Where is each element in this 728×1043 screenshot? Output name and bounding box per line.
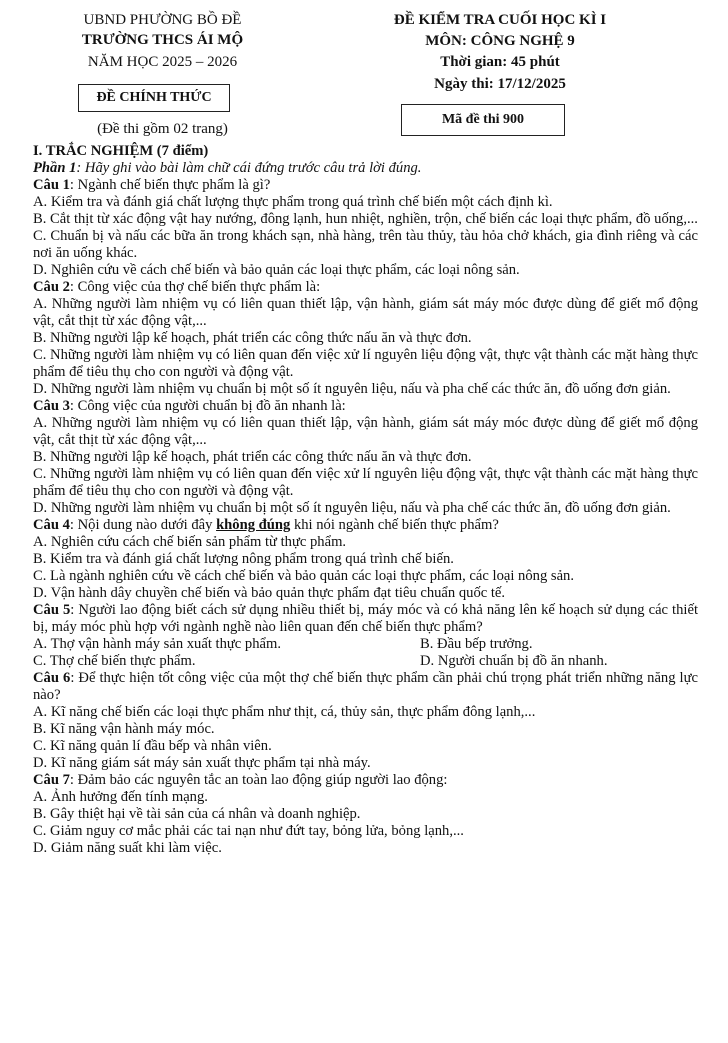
answer-option: C. Kĩ năng quản lí đầu bếp và nhân viên. [33, 738, 272, 754]
answer-option: B. Những người lập kế hoạch, phát triển các công thức nấu ăn và thực đơn. [33, 330, 472, 346]
question-number: Câu 7 [33, 772, 70, 788]
question-text: : Công việc của thợ chế biến thực phẩm là: [69, 279, 321, 295]
question-stem [33, 670, 698, 704]
question-text: : Đảm bảo các nguyên tắc an toàn lao động giúp người lao động: [69, 772, 448, 788]
question-list [33, 177, 698, 857]
answer-option-row [33, 653, 698, 670]
part-instruction [33, 160, 698, 177]
answer-option: D. Nghiên cứu về cách chế biến và bảo quản các loại thực phẩm, các loại nông sản. [33, 262, 520, 278]
question-stem [33, 602, 698, 636]
question-stem [33, 177, 698, 194]
question-5 [33, 602, 698, 670]
answer-option: D. Người chuẩn bị đồ ăn nhanh. [420, 653, 608, 669]
question-number: Câu 1 [33, 177, 70, 193]
question-4 [33, 517, 698, 602]
answer-option: D. Giảm năng suất khi làm việc. [33, 840, 222, 856]
question-number: Câu 5 [33, 602, 71, 618]
answer-option: B. Kiểm tra và đánh giá chất lượng nông phẩm trong quá trình chế biến. [33, 551, 454, 567]
answer-option: B. Đầu bếp trưởng. [420, 636, 533, 652]
question-2 [33, 279, 698, 398]
answer-option: A. Kĩ năng chế biến các loại thực phẩm như thịt, cá, thủy sản, thực phẩm đông lạnh,... [33, 704, 536, 720]
answer-option: A. Thợ vận hành máy sản xuất thực phẩm. [33, 636, 281, 652]
question-stem [33, 772, 698, 789]
school-name: TRƯỜNG THCS ÁI MỘ [81, 32, 244, 48]
answer-option: A. Ảnh hưởng đến tính mạng. [33, 789, 208, 805]
answer-option: D. Những người làm nhiệm vụ chuẩn bị một số ít nguyên liệu, nấu và pha chế các thức ăn, đồ uống đơn giản. [33, 500, 671, 516]
question-emphasis: không đúng [216, 517, 291, 533]
answer-option: C. Là ngành nghiên cứu về cách chế biến và bảo quản các loại thực phẩm, các loại nông sản. [33, 568, 574, 584]
answer-option: C. Giảm nguy cơ mắc phải các tai nạn như đứt tay, bỏng lửa, bỏng lạnh,... [33, 823, 464, 839]
answer-option: C. Những người làm nhiệm vụ có liên quan đến việc xử lí nguyên liệu động vật, thực vật thành các mặt hàng thực phẩm để tiêu thụ cho con người và động vật. [33, 466, 698, 499]
answer-option: B. Gây thiệt hại về tài sản của cá nhân và doanh nghiệp. [33, 806, 361, 822]
answer-option: B. Những người lập kế hoạch, phát triển các công thức nấu ăn và thực đơn. [33, 449, 472, 465]
answer-option-row [33, 636, 698, 653]
question-stem [33, 279, 698, 296]
question-text: : Nội dung nào dưới đây [69, 517, 217, 533]
answer-option: A. Những người làm nhiệm vụ có liên quan thiết lập, vận hành, giám sát máy móc được dùng để giết mổ động vật, cắt thịt từ xác động vật,... [33, 415, 698, 448]
answer-option: A. Kiểm tra và đánh giá chất lượng thực phẩm trong quá trình chế biến một cách định kì. [33, 194, 553, 210]
exam-title: ĐỀ KIỂM TRA CUỐI HỌC KÌ I [393, 12, 607, 28]
section-title: I. TRẮC NGHIỆM (7 điểm) [33, 143, 209, 159]
answer-option: D. Kĩ năng giám sát máy sản xuất thực phẩm tại nhà máy. [33, 755, 371, 771]
question-text: : Ngành chế biến thực phẩm là gì? [69, 177, 271, 193]
question-text: : Người lao động biết cách sử dụng nhiều thiết bị, máy móc và có khả năng lên kế hoạch sử dụng các thiết bị, máy móc phù hợp với ngành nghề nào liên quan đến chế biến thực phẩm? [33, 602, 698, 635]
question-number: Câu 6 [33, 670, 71, 686]
question-text: : Để thực hiện tốt công việc của một thợ chế biến thực phẩm cần phải chú trọng phát triển những năng lực nào? [33, 670, 699, 703]
question-1 [33, 177, 698, 279]
answer-option: A. Nghiên cứu cách chế biến sản phẩm từ thực phẩm. [33, 534, 347, 550]
part-label: Phần 1 [33, 160, 77, 176]
authority-name: UBND PHƯỜNG BỒ ĐỀ [83, 12, 242, 28]
answer-option: C. Chuẩn bị và nấu các bữa ăn trong khách sạn, nhà hàng, trên tàu thủy, tàu hỏa chở khách, gia đình riêng và các nơi ăn uống khác. [33, 228, 698, 261]
exam-subject: MÔN: CÔNG NGHỆ 9 [425, 33, 575, 49]
question-text: : Công việc của người chuẩn bị đồ ăn nhanh là: [69, 398, 346, 414]
answer-option: B. Cắt thịt từ xác động vật hay nướng, đông lạnh, hun nhiệt, nghiền, trộn, chế biến các loại thực phẩm, đồ uống,... [33, 211, 698, 227]
answer-option: D. Những người làm nhiệm vụ chuẩn bị một số ít nguyên liệu, nấu và pha chế các thức ăn, đồ uống đơn giản. [33, 381, 671, 397]
pages-note: (Đề thi gồm 02 trang) [97, 121, 228, 137]
question-6 [33, 670, 698, 772]
answer-option: B. Kĩ năng vận hành máy móc. [33, 721, 215, 737]
question-number: Câu 4 [33, 517, 70, 533]
question-stem [33, 398, 698, 415]
answer-option: D. Vận hành dây chuyền chế biến và bảo quản thực phẩm đạt tiêu chuẩn quốc tế. [33, 585, 506, 601]
part-instruction-text: : Hãy ghi vào bài làm chữ cái đứng trước câu trả lời đúng. [76, 160, 422, 176]
exam-date: Ngày thi: 17/12/2025 [434, 76, 566, 92]
exam-duration: Thời gian: 45 phút [440, 54, 560, 70]
exam-code-box: Mã đề thi 900 [401, 104, 565, 136]
answer-option: C. Những người làm nhiệm vụ có liên quan đến việc xử lí nguyên liệu động vật, thực vật thành các mặt hàng thực phẩm để tiêu thụ cho con người và động vật. [33, 347, 698, 380]
question-stem [33, 517, 698, 534]
question-text-end: khi nói ngành chế biến thực phẩm? [290, 517, 499, 533]
question-number: Câu 3 [33, 398, 70, 414]
question-number: Câu 2 [33, 279, 70, 295]
exam-content [33, 143, 698, 857]
school-year: NĂM HỌC 2025 – 2026 [87, 54, 238, 70]
official-badge: ĐỀ CHÍNH THỨC [78, 84, 230, 112]
question-3 [33, 398, 698, 517]
answer-option: A. Những người làm nhiệm vụ có liên quan thiết lập, vận hành, giám sát máy móc được dùng để giết mổ động vật, cắt thịt từ xác động vật,... [33, 296, 698, 329]
question-7 [33, 772, 698, 857]
answer-option: C. Thợ chế biến thực phẩm. [33, 653, 196, 669]
